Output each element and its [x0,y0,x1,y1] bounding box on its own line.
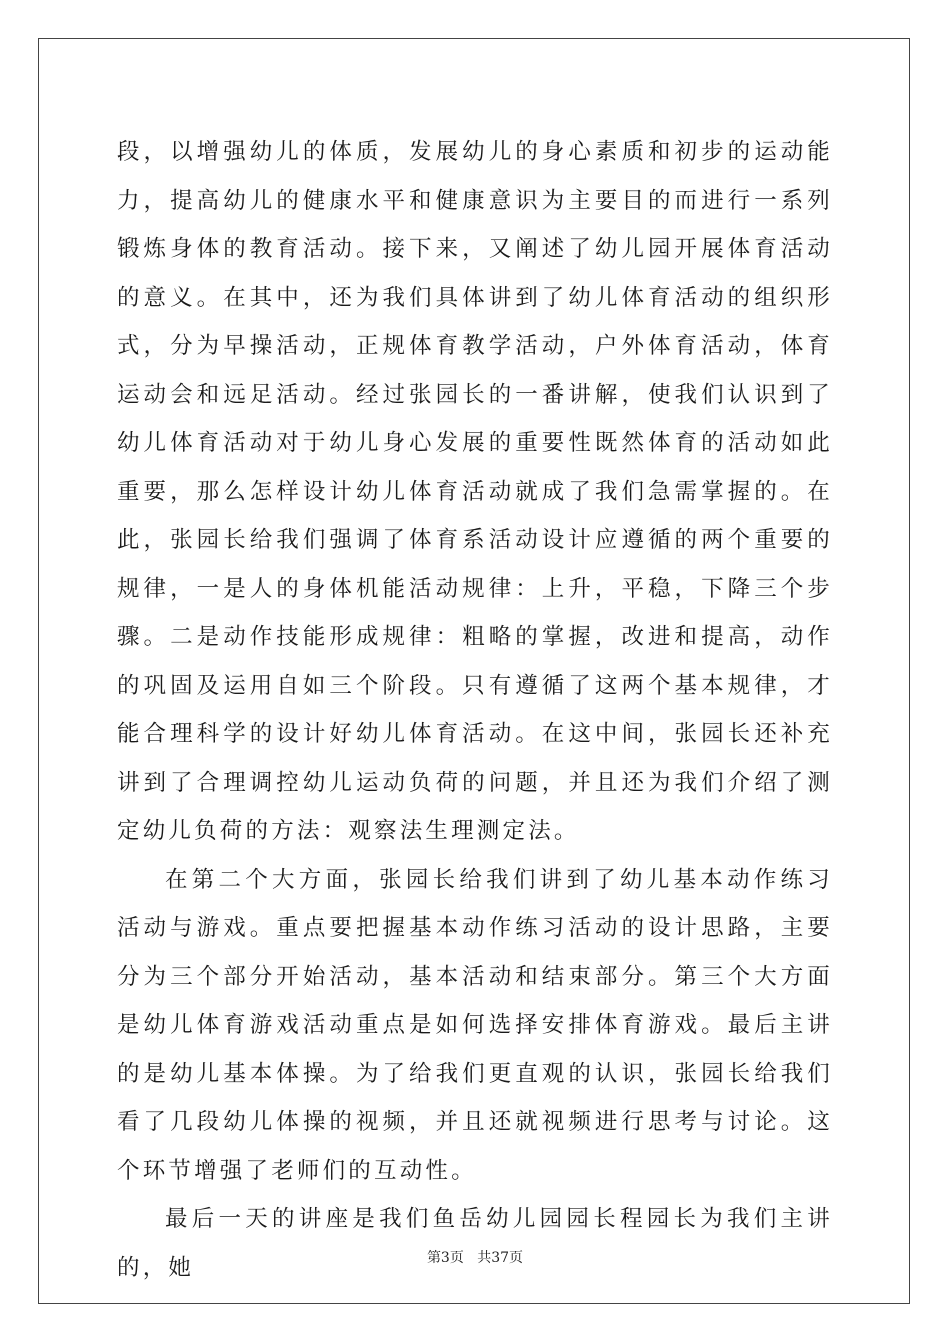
paragraph-3: 最后一天的讲座是我们鱼岳幼儿园园长程园长为我们主讲的，她 [117,1206,833,1281]
page-total: 共37页 [477,1250,524,1266]
page-footer [0,1247,950,1267]
paragraph-1: 段，以增强幼儿的体质，发展幼儿的身心素质和初步的运动能力，提高幼儿的健康水平和健康意识为主要目的而进行一系列锻炼身体的教育活动。接下来，又阐述了幼儿园开展体育活动的意义。在其中，还为我们具体讲到了幼儿体育活动的组织形式，分为早操活动，正规体育教学活动，户外体育活动，体育运动会和远足活动。经过张园长的一番讲解，使我们认识到了幼儿体育活动对于幼儿身心发展的重要性既然体育的活动如此重要，那么怎样设计幼儿体育活动就成了我们急需掌握的。在此，张园长给我们强调了体育系活动设计应遵循的两个重要的规律，一是人的身体机能活动规律：上升，平稳，下降三个步骤。二是动作技能形成规律：粗略的掌握，改进和提高，动作的巩固及运用自如三个阶段。只有遵循了这两个基本规律，才能合理科学的设计好幼儿体育活动。在这中间，张园长还补充讲到了合理调控幼儿运动负荷的问题，并且还为我们介绍了测定幼儿负荷的方法：观察法生理测定法。 [117,139,833,844]
paragraph-2: 在第二个大方面，张园长给我们讲到了幼儿基本动作练习活动与游戏。重点要把握基本动作练习活动的设计思路，主要分为三个部分开始活动，基本活动和结束部分。第三个大方面是幼儿体育游戏活动重点是如何选择安排体育游戏。最后主讲的是幼儿基本体操。为了给我们更直观的认识，张园长给我们看了几段幼儿体操的视频，并且还就视频进行思考与讨论。这个环节增强了老师们的互动性。 [117,866,833,1184]
document-body [117,128,833,1292]
page-number: 第3页 [426,1250,464,1266]
